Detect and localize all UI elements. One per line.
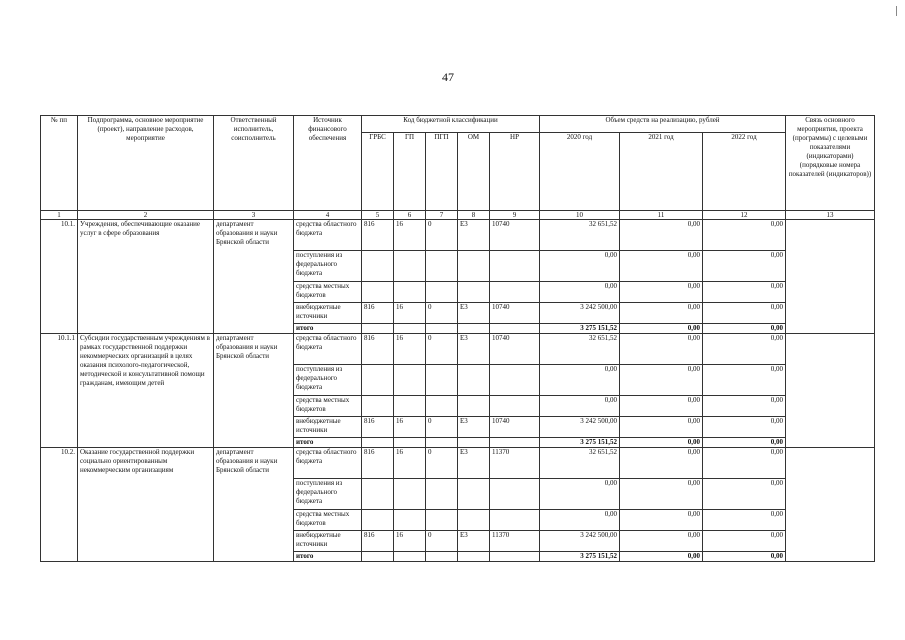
code-gp: 16: [394, 448, 426, 479]
funding-source: средства местных бюджетов: [294, 396, 362, 417]
header-nr: НР: [490, 133, 540, 211]
column-number: 13: [786, 211, 875, 220]
header-num: № пп: [41, 116, 78, 211]
funding-source: средства местных бюджетов: [294, 282, 362, 303]
code-nr: 10740: [490, 303, 540, 324]
amount-2020: 0,00: [540, 510, 620, 531]
code-om: [458, 396, 490, 417]
header-budget-code: Код бюджетной классификации: [362, 116, 540, 133]
code-gp: [394, 552, 426, 562]
code-pgp: [426, 365, 458, 396]
total-2022: 0,00: [703, 438, 786, 448]
code-nr: [490, 251, 540, 282]
code-om: Е3: [458, 303, 490, 324]
amount-2021: 0,00: [620, 417, 703, 438]
code-nr: [490, 324, 540, 334]
column-number: 3: [214, 211, 294, 220]
row-number: 10.2.: [41, 448, 78, 562]
code-grbs: 816: [362, 531, 394, 552]
code-grbs: [362, 396, 394, 417]
code-pgp: 0: [426, 334, 458, 365]
total-2020: 3 275 151,52: [540, 324, 620, 334]
header-responsible: Ответственный исполнитель, соисполнитель: [214, 116, 294, 211]
code-om: Е3: [458, 417, 490, 438]
funding-source: внебюджетные источники: [294, 417, 362, 438]
header-program: Подпрограмма, основное мероприятие (проект), направление расходов, мероприятие: [78, 116, 214, 211]
code-gp: [394, 396, 426, 417]
code-pgp: 0: [426, 448, 458, 479]
amount-2022: 0,00: [703, 396, 786, 417]
row-number: 10.1.: [41, 220, 78, 334]
budget-table: [40, 115, 875, 562]
indicator-link: [786, 220, 875, 334]
amount-2020: 3 242 500,00: [540, 531, 620, 552]
column-number-row: [41, 211, 875, 220]
code-pgp: [426, 510, 458, 531]
code-gp: 16: [394, 220, 426, 251]
column-number: 2: [78, 211, 214, 220]
funding-source: средства областного бюджета: [294, 334, 362, 365]
header-volume: Объем средств на реализацию, рублей: [540, 116, 786, 133]
amount-2022: 0,00: [703, 479, 786, 510]
amount-2022: 0,00: [703, 417, 786, 438]
code-om: [458, 251, 490, 282]
scroll-marker: [896, 6, 897, 16]
code-gp: [394, 251, 426, 282]
code-om: [458, 552, 490, 562]
code-gp: [394, 479, 426, 510]
code-gp: 16: [394, 417, 426, 438]
amount-2021: 0,00: [620, 479, 703, 510]
column-number: 7: [426, 211, 458, 220]
amount-2021: 0,00: [620, 251, 703, 282]
amount-2022: 0,00: [703, 220, 786, 251]
amount-2021: 0,00: [620, 510, 703, 531]
responsible-executor: департамент образования и науки Брянской области: [214, 220, 294, 334]
amount-2021: 0,00: [620, 334, 703, 365]
table-row: [41, 448, 875, 479]
funding-source: средства областного бюджета: [294, 220, 362, 251]
amount-2020: 0,00: [540, 479, 620, 510]
column-number: 12: [703, 211, 786, 220]
code-nr: [490, 396, 540, 417]
header-2020: 2020 год: [540, 133, 620, 211]
code-nr: [490, 479, 540, 510]
amount-2022: 0,00: [703, 365, 786, 396]
code-pgp: [426, 324, 458, 334]
code-pgp: [426, 396, 458, 417]
code-grbs: [362, 510, 394, 531]
code-gp: 16: [394, 334, 426, 365]
code-gp: [394, 438, 426, 448]
code-pgp: [426, 282, 458, 303]
code-nr: [490, 282, 540, 303]
code-grbs: 816: [362, 220, 394, 251]
code-om: Е3: [458, 531, 490, 552]
amount-2020: 32 651,52: [540, 220, 620, 251]
header-source: Источник финансового обеспечения: [294, 116, 362, 211]
column-number: 1: [41, 211, 78, 220]
code-om: [458, 365, 490, 396]
funding-source: средства областного бюджета: [294, 448, 362, 479]
funding-source: внебюджетные источники: [294, 531, 362, 552]
code-grbs: [362, 251, 394, 282]
code-nr: 11370: [490, 448, 540, 479]
code-om: Е3: [458, 334, 490, 365]
code-pgp: 0: [426, 531, 458, 552]
amount-2021: 0,00: [620, 282, 703, 303]
code-om: Е3: [458, 448, 490, 479]
header-pgp: ПГП: [426, 133, 458, 211]
code-grbs: 816: [362, 334, 394, 365]
code-gp: [394, 324, 426, 334]
code-grbs: [362, 479, 394, 510]
code-nr: [490, 510, 540, 531]
amount-2022: 0,00: [703, 303, 786, 324]
code-gp: 16: [394, 303, 426, 324]
code-om: [458, 282, 490, 303]
amount-2022: 0,00: [703, 251, 786, 282]
header-2022: 2022 год: [703, 133, 786, 211]
total-2021: 0,00: [620, 552, 703, 562]
code-om: Е3: [458, 220, 490, 251]
amount-2020: 32 651,52: [540, 448, 620, 479]
header-grbs: ГРБС: [362, 133, 394, 211]
amount-2020: 3 242 500,00: [540, 303, 620, 324]
code-pgp: [426, 479, 458, 510]
code-pgp: 0: [426, 417, 458, 438]
total-2020: 3 275 151,52: [540, 438, 620, 448]
row-number: 10.1.1: [41, 334, 78, 448]
page-number: 47: [442, 70, 454, 84]
amount-2022: 0,00: [703, 448, 786, 479]
indicator-link: [786, 448, 875, 562]
header-om: ОМ: [458, 133, 490, 211]
code-om: [458, 324, 490, 334]
code-grbs: [362, 552, 394, 562]
code-grbs: 816: [362, 303, 394, 324]
column-number: 8: [458, 211, 490, 220]
program-name: Оказание государственной поддержки социально ориентированным некоммерческим организациям: [78, 448, 214, 562]
amount-2022: 0,00: [703, 334, 786, 365]
header-link: Связь основного мероприятия, проекта (программы) с целевыми показателями (индикаторами) (порядковые номера показателей (индикаторов)): [786, 116, 875, 211]
funding-source: поступления из федерального бюджета: [294, 365, 362, 396]
amount-2021: 0,00: [620, 396, 703, 417]
code-om: [458, 479, 490, 510]
total-label: итого: [294, 324, 362, 334]
code-gp: [394, 282, 426, 303]
code-nr: [490, 365, 540, 396]
code-nr: 10740: [490, 220, 540, 251]
amount-2022: 0,00: [703, 282, 786, 303]
code-om: [458, 438, 490, 448]
code-pgp: [426, 552, 458, 562]
table-row: [41, 220, 875, 251]
code-grbs: 816: [362, 448, 394, 479]
amount-2021: 0,00: [620, 365, 703, 396]
code-gp: [394, 510, 426, 531]
code-pgp: [426, 438, 458, 448]
total-2020: 3 275 151,52: [540, 552, 620, 562]
code-nr: [490, 552, 540, 562]
amount-2021: 0,00: [620, 303, 703, 324]
funding-source: средства местных бюджетов: [294, 510, 362, 531]
responsible-executor: департамент образования и науки Брянской области: [214, 448, 294, 562]
column-number: 4: [294, 211, 362, 220]
amount-2020: 0,00: [540, 365, 620, 396]
code-grbs: [362, 324, 394, 334]
total-2021: 0,00: [620, 324, 703, 334]
column-number: 6: [394, 211, 426, 220]
amount-2020: 0,00: [540, 282, 620, 303]
code-gp: [394, 365, 426, 396]
total-label: итого: [294, 552, 362, 562]
code-gp: 16: [394, 531, 426, 552]
funding-source: поступления из федерального бюджета: [294, 251, 362, 282]
total-2022: 0,00: [703, 324, 786, 334]
code-nr: 10740: [490, 334, 540, 365]
amount-2022: 0,00: [703, 531, 786, 552]
funding-source: поступления из федерального бюджета: [294, 479, 362, 510]
amount-2020: 0,00: [540, 396, 620, 417]
total-2021: 0,00: [620, 438, 703, 448]
code-grbs: [362, 438, 394, 448]
code-pgp: [426, 251, 458, 282]
code-pgp: 0: [426, 220, 458, 251]
code-pgp: 0: [426, 303, 458, 324]
code-grbs: [362, 282, 394, 303]
code-grbs: [362, 365, 394, 396]
amount-2021: 0,00: [620, 448, 703, 479]
amount-2021: 0,00: [620, 531, 703, 552]
amount-2022: 0,00: [703, 510, 786, 531]
total-2022: 0,00: [703, 552, 786, 562]
responsible-executor: департамент образования и науки Брянской области: [214, 334, 294, 448]
code-grbs: 816: [362, 417, 394, 438]
column-number: 10: [540, 211, 620, 220]
code-om: [458, 510, 490, 531]
total-label: итого: [294, 438, 362, 448]
table-row: [41, 334, 875, 365]
code-nr: 11370: [490, 531, 540, 552]
header-gp: ГП: [394, 133, 426, 211]
amount-2021: 0,00: [620, 220, 703, 251]
amount-2020: 3 242 500,00: [540, 417, 620, 438]
column-number: 5: [362, 211, 394, 220]
code-nr: [490, 438, 540, 448]
code-nr: 10740: [490, 417, 540, 438]
header-2021: 2021 год: [620, 133, 703, 211]
amount-2020: 32 651,52: [540, 334, 620, 365]
program-name: Учреждения, обеспечивающие оказание услуг в сфере образования: [78, 220, 214, 334]
column-number: 9: [490, 211, 540, 220]
funding-source: внебюджетные источники: [294, 303, 362, 324]
indicator-link: [786, 334, 875, 448]
amount-2020: 0,00: [540, 251, 620, 282]
program-name: Субсидии государственным учреждениям в рамках государственной поддержки некоммерческих организаций в целях оказания психолого-педагогической, методической и консультативной помощи гражданам, имеющим детей: [78, 334, 214, 448]
column-number: 11: [620, 211, 703, 220]
